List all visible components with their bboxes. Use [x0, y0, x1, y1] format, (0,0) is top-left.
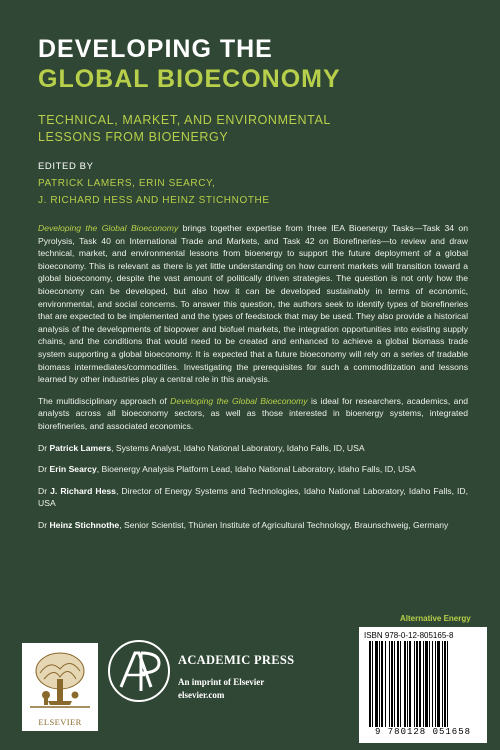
bio-prefix: Dr: [38, 442, 50, 453]
subtitle-line2: LESSONS FROM BIOENERGY: [38, 130, 229, 144]
editors-line1: PATRICK LAMERS, ERIN SEARCY,: [38, 178, 216, 189]
subject-category: Alternative Energy: [400, 614, 471, 623]
bio-prefix: Dr: [38, 485, 51, 496]
publisher-area: [0, 627, 500, 750]
book-title-ref: Developing the Global Bioeconomy: [38, 223, 179, 233]
bio-prefix: Dr: [38, 464, 50, 475]
elsevier-tree-icon: [30, 649, 90, 711]
bio-name: Heinz Stichnothe: [49, 519, 120, 530]
academic-press-logo-icon: [107, 639, 171, 703]
editor-bio: [38, 519, 468, 532]
editors-list: [38, 175, 270, 209]
book-title-ref: Developing the Global Bioeconomy: [170, 395, 308, 406]
description-text: brings together expertise from three IEA Bioenergy Tasks—Task 34 on Pyrolysis, Task 40 on International Trade and Markets, and Task 42 on Biorefineries—to review and draw technical, market, and environmental lessons from bioenergy to support the future deployment of a global bioeconomy. This is relevant as there is yet little understanding on how current markets will transition toward a global bioeconomy, despite the vast amount of politically driven strategies. The question is not only how the bioeconomy can be developed, but also how it can be developed sustainably in terms of economic, environmental, and social concerns. To answer this question, the authors seek to identify types of biorefineries that are expected to be implemented and the types of feedstock that may be used. They also provide a historical analysis of the developments of biopower and biofuel markets, the integration opportunities into existing supply chains, and the conditions that would need to be created and enhanced to achieve a global biomass trade system supporting a global bioeconomy. It is expected that a future bioeconomy will rely on a series of tradable biomass intermediates/commodities. Investigating the prerequisites for such a commoditization and lessons learned by other industries play a central role in this analysis.: [38, 223, 468, 385]
isbn-label: ISBN 978-0-12-805165-8: [364, 631, 454, 640]
academic-press-wordmark: ACADEMIC PRESS: [178, 653, 295, 667]
barcode-panel: [359, 627, 487, 743]
bio-name: Patrick Lamers: [49, 442, 112, 453]
bio-text: , Senior Scientist, Thünen Institute of Agricultural Technology, Braunschweig, Germany: [119, 519, 449, 530]
editors-line2: J. RICHARD HESS AND HEINZ STICHNOTHE: [38, 195, 270, 206]
description: [38, 222, 468, 540]
editor-bio: [38, 442, 468, 455]
bio-prefix: Dr: [38, 519, 50, 530]
description-paragraph-1: [38, 222, 468, 386]
publisher-website: elsevier.com: [178, 690, 225, 700]
editor-bio: [38, 463, 468, 476]
edited-by-label: EDITED BY: [38, 161, 94, 172]
audience-prefix: The multidisciplinary approach of: [38, 395, 171, 406]
bio-text: , Bioenergy Analysis Platform Lead, Idaho National Laboratory, Idaho Falls, ID, USA: [96, 464, 416, 475]
elsevier-wordmark: ELSEVIER: [38, 717, 82, 727]
editor-bio: [38, 485, 468, 510]
imprint-text: An imprint of Elsevier: [178, 677, 265, 687]
bio-name: Erin Searcy: [49, 464, 97, 475]
book-title-line1: DEVELOPING THE: [38, 35, 273, 63]
bio-text: , Systems Analyst, Idaho National Laboratory, Idaho Falls, ID, USA: [111, 442, 365, 453]
bio-name: J. Richard Hess: [50, 485, 116, 496]
book-title-line2: GLOBAL BIOECONOMY: [38, 65, 341, 93]
elsevier-logo: [22, 643, 98, 731]
description-paragraph-2: [38, 395, 468, 433]
bio-text: , Director of Energy Systems and Technologies, Idaho National Laboratory, Idaho Falls, ID, USA: [38, 485, 468, 509]
barcode-icon: [369, 641, 477, 727]
book-subtitle: [38, 112, 331, 146]
subtitle-line1: TECHNICAL, MARKET, AND ENVIRONMENTAL: [38, 113, 331, 127]
audience-suffix: is ideal for researchers, academics, and analysts across all bioeconomy sectors, as well as those interested in bioenergy systems, integrated biorefineries, and associated economics.: [38, 395, 469, 431]
barcode-number: 9 780128 051658: [374, 727, 471, 737]
